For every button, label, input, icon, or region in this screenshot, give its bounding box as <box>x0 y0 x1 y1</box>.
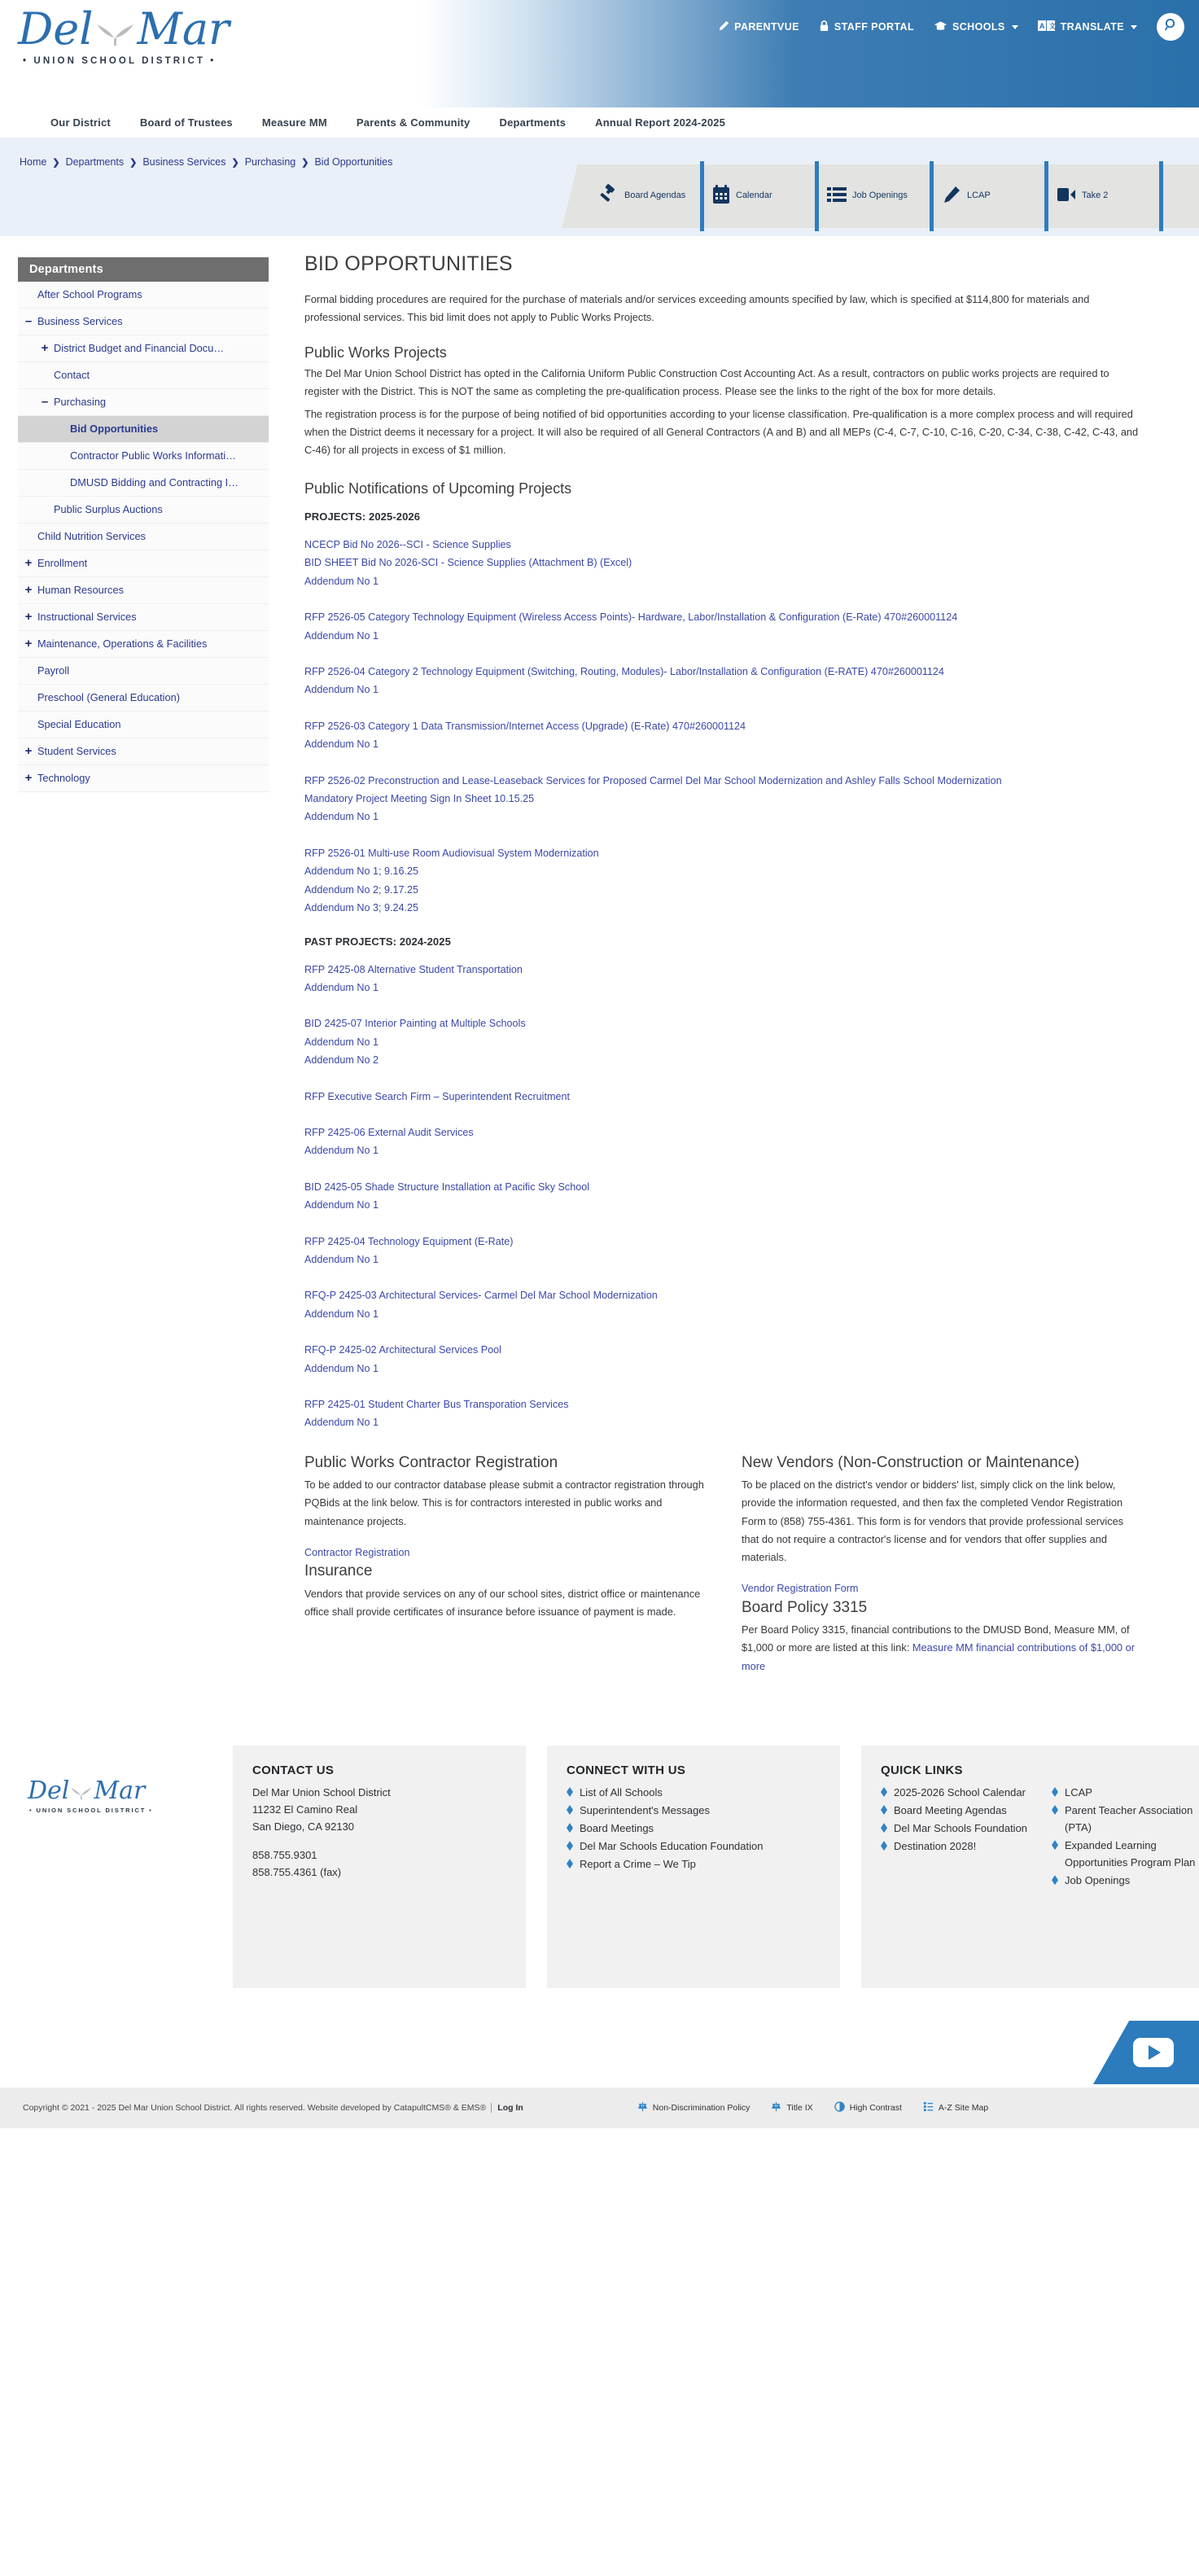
policy-link-label: A-Z Site Map <box>938 2102 989 2113</box>
board-policy-heading: Board Policy 3315 <box>742 1598 868 1616</box>
addendum-link[interactable]: Addendum No 1 <box>304 1417 379 1429</box>
sidebar-list <box>18 282 269 792</box>
project-group <box>304 1395 1143 1432</box>
project-link[interactable]: RFP 2425-08 Alternative Student Transportation <box>304 963 523 975</box>
footer-logo-text-del: Del <box>28 1776 70 1805</box>
diamond-bullet-icon <box>567 1859 573 1868</box>
breadcrumb-item-home[interactable]: Home <box>20 156 47 168</box>
policy-link-label: Title IX <box>786 2102 813 2113</box>
contact-fax: 858.755.4361 (fax) <box>252 1866 342 1879</box>
svg-text:文: 文 <box>1048 23 1056 31</box>
quick-bar-divider <box>815 161 819 231</box>
list-icon <box>827 186 847 207</box>
contact-line-city: San Diego, CA 92130 <box>252 1820 355 1833</box>
sidebar-item-label: District Budget and Financial Docu… <box>54 341 225 354</box>
quick-icon-bar <box>562 164 1199 228</box>
board-policy-text: Per Board Policy 3315, financial contributions to the DMUSD Bond, Measure MM, of $1,000 or more are listed at this link: <box>742 1623 1130 1654</box>
contractor-registration-body: To be added to our contractor database please submit a contractor registration through PQBids at the link below. This is for contractors interested in public works and maintenance projects. <box>304 1479 704 1527</box>
expand-icon[interactable]: + <box>24 744 33 759</box>
connect-with-us-title: CONNECT WITH US <box>567 1763 686 1777</box>
footer-contact-card <box>233 1746 526 1988</box>
sidebar-item-label: Maintenance, Operations & Facilities <box>37 637 208 650</box>
addendum-link[interactable]: Addendum No 1 <box>304 684 379 696</box>
sidebar-item-label: Bid Opportunities <box>70 422 159 435</box>
projects-list <box>304 536 1143 918</box>
sidebar-item-contractor-public-works-informati[interactable] <box>18 443 269 470</box>
chevron-down-icon <box>1012 25 1018 29</box>
quick-link-label: Job Openings <box>852 191 908 201</box>
diamond-bullet-icon <box>1052 1805 1058 1815</box>
a-z-site-map-link[interactable] <box>923 2101 988 2114</box>
nav-item-measure-mm[interactable]: Measure MM <box>261 116 327 129</box>
sidebar-item-after-school-programs[interactable] <box>18 282 269 309</box>
addendum-link[interactable]: Addendum No 2 <box>304 1054 379 1067</box>
expand-icon[interactable]: + <box>41 341 49 356</box>
sidebar-item-label: Student Services <box>37 744 116 757</box>
footer-logo-subtitle: • UNION SCHOOL DISTRICT • <box>29 1807 153 1815</box>
translate-icon <box>1038 20 1056 33</box>
header-link-label: TRANSLATE <box>1060 21 1124 33</box>
project-link[interactable]: RFP 2526-03 Category 1 Data Transmission/Internet Access (Upgrade) (E-Rate) 470#260001124 <box>304 720 746 732</box>
sidebar <box>0 252 269 792</box>
copyright-bar <box>0 2088 1199 2128</box>
logo-text-mar: Mar <box>137 3 230 55</box>
sidebar-item-enrollment[interactable] <box>18 550 269 577</box>
sidebar-item-label: Technology <box>37 771 90 784</box>
footer-logo-wordmark <box>24 1778 212 1804</box>
breadcrumb <box>20 156 392 168</box>
footer-connect-card <box>547 1746 840 1988</box>
footer-link-label: List of All Schools <box>580 1785 663 1798</box>
quick-link-item[interactable] <box>1052 1802 1199 1836</box>
connect-list-item[interactable] <box>567 1820 820 1837</box>
breadcrumb-separator: ❯ <box>52 157 60 168</box>
project-link[interactable]: RFP 2526-02 Preconstruction and Lease-Leaseback Services for Proposed Carmel Del Mar School Modernization and Ashley Falls School Modernization <box>304 774 1002 786</box>
project-group <box>304 1124 1143 1160</box>
quick-links-column-2 <box>1052 1784 1199 1889</box>
footer-logo-text-mar: Mar <box>94 1776 146 1805</box>
diamond-bullet-icon <box>567 1823 573 1833</box>
header-utility-nav <box>718 13 1184 41</box>
quick-link-item[interactable] <box>1052 1837 1199 1871</box>
title-ix-link[interactable] <box>771 2101 812 2114</box>
youtube-button[interactable] <box>1093 2021 1199 2084</box>
diamond-bullet-icon <box>881 1805 887 1815</box>
past-projects-list <box>304 961 1143 1432</box>
quick-link-label: LCAP <box>967 191 991 201</box>
nav-item-annual-report[interactable]: Annual Report 2024-2025 <box>595 116 726 129</box>
quick-link-label: Calendar <box>736 191 772 201</box>
diamond-bullet-icon <box>567 1805 573 1815</box>
footer-policy-links <box>637 2101 988 2114</box>
quick-bar-divider <box>1044 161 1048 231</box>
sidebar-item-label: Business Services <box>37 314 123 327</box>
sidebar-item-label: DMUSD Bidding and Contracting I… <box>70 475 238 488</box>
board-policy-body <box>742 1621 1143 1676</box>
high-contrast-link[interactable] <box>834 2101 902 2114</box>
addendum-link[interactable]: BID SHEET Bid No 2026-SCI - Science Supplies (Attachment B) (Excel) <box>304 557 632 569</box>
graduation-cap-icon <box>934 20 947 34</box>
pen-icon <box>718 20 729 34</box>
public-works-heading: Public Works Projects <box>304 344 447 361</box>
addendum-link[interactable]: Addendum No 1 <box>304 1199 379 1211</box>
measure-mm-contributions-link[interactable]: Measure MM financial contributions of $1,000 or more <box>742 1641 1135 1672</box>
footer-link-label: Board Meeting Agendas <box>894 1804 1007 1817</box>
site-header <box>0 0 1199 107</box>
project-group <box>304 1178 1143 1215</box>
addendum-link[interactable]: Addendum No 1 <box>304 1253 379 1265</box>
sidebar-item-label: Special Education <box>37 717 121 730</box>
sidebar-item-student-services[interactable] <box>18 738 269 765</box>
bottom-columns <box>304 1453 1143 1676</box>
breadcrumb-item-current: Bid Opportunities <box>314 156 393 168</box>
project-group <box>304 844 1143 918</box>
project-group <box>304 1088 1143 1106</box>
quick-link-calendar[interactable] <box>712 185 813 208</box>
breadcrumb-band <box>0 138 1199 236</box>
sidebar-item-label: Public Surplus Auctions <box>54 502 163 515</box>
insurance-body: Vendors that provide services on any of our school sites, district office or maintenance office shall provide certificates of insurance before issuance of payment is made. <box>304 1587 701 1618</box>
quick-link-job-openings[interactable] <box>827 186 928 207</box>
lock-icon <box>819 20 829 34</box>
logo-text-del: Del <box>18 3 94 55</box>
footer-link-label: Del Mar Schools Education Foundation <box>580 1840 764 1853</box>
project-link[interactable]: RFQ-P 2425-02 Architectural Services Pool <box>304 1344 501 1356</box>
nav-item-departments[interactable]: Departments <box>499 116 567 129</box>
calendar-icon <box>712 185 730 208</box>
addendum-link[interactable]: Addendum No 1 <box>304 811 379 823</box>
connect-list-item[interactable] <box>567 1802 820 1819</box>
sidebar-item-dmusd-bidding-and-contracting-i[interactable] <box>18 470 269 497</box>
video-icon <box>1057 186 1076 206</box>
diamond-bullet-icon <box>881 1823 887 1833</box>
footer-link-label: Job Openings <box>1065 1874 1131 1887</box>
breadcrumb-separator: ❯ <box>129 157 138 168</box>
project-link[interactable]: BID 2425-05 Shade Structure Installation at Pacific Sky School <box>304 1181 590 1193</box>
contact-phone: 858.755.9301 <box>252 1849 317 1862</box>
scales-icon <box>771 2101 781 2114</box>
breadcrumb-item-departments[interactable]: Departments <box>65 156 125 168</box>
addendum-link[interactable]: Addendum No 1 <box>304 1145 379 1157</box>
addendum-link[interactable]: Addendum No 1 <box>304 738 379 751</box>
quick-link-item[interactable] <box>1052 1784 1199 1801</box>
sitemap-icon <box>923 2101 934 2114</box>
expand-icon[interactable]: + <box>24 610 33 624</box>
expand-icon[interactable]: + <box>24 637 33 651</box>
diamond-bullet-icon <box>1052 1787 1058 1797</box>
addendum-link[interactable]: Addendum No 2; 9.17.25 <box>304 883 419 896</box>
new-vendors-column <box>742 1453 1143 1676</box>
site-logo[interactable] <box>15 3 291 66</box>
sidebar-item-district-budget-and-financial-docu[interactable] <box>18 335 269 362</box>
quick-link-label: Board Agendas <box>624 191 686 201</box>
sidebar-item-label: Preschool (General Education) <box>37 690 180 703</box>
page-title: BID OPPORTUNITIES <box>304 252 513 275</box>
diamond-bullet-icon <box>881 1787 887 1797</box>
footer-quick-links-card <box>861 1746 1199 1988</box>
header-link-label: SCHOOLS <box>952 21 1005 33</box>
project-group <box>304 663 1143 699</box>
quick-link-label: Take 2 <box>1082 191 1109 201</box>
header-link-schools[interactable] <box>934 20 1018 34</box>
sidebar-item-maintenance-operations-facilities[interactable] <box>18 631 269 658</box>
expand-icon[interactable]: + <box>24 583 33 598</box>
project-link[interactable]: RFP 2425-06 External Audit Services <box>304 1126 474 1138</box>
sidebar-item-bid-opportunities[interactable] <box>18 416 269 443</box>
diamond-bullet-icon <box>567 1841 573 1851</box>
quick-bar-divider <box>700 161 704 231</box>
sidebar-item-child-nutrition-services[interactable] <box>18 524 269 550</box>
project-link[interactable]: RFP 2425-04 Technology Equipment (E-Rate) <box>304 1235 514 1247</box>
footer-link-label: Destination 2028! <box>894 1840 977 1853</box>
insurance-heading: Insurance <box>304 1562 373 1580</box>
notifications-heading: Public Notifications of Upcoming Projects <box>304 480 572 497</box>
project-link[interactable]: RFP 2425-01 Student Charter Bus Transporation Services <box>304 1399 569 1410</box>
project-link[interactable]: RFP 2526-01 Multi-use Room Audiovisual System Modernization <box>304 847 599 859</box>
past-projects-year-label: PAST PROJECTS: 2024-2025 <box>304 935 451 948</box>
connect-list <box>567 1784 820 1873</box>
sidebar-item-purchasing[interactable] <box>18 389 269 416</box>
quick-link-item[interactable] <box>881 1802 1037 1819</box>
copyright-text <box>23 2103 523 2113</box>
sidebar-item-label: Payroll <box>37 664 70 677</box>
collapse-icon[interactable]: – <box>24 314 33 329</box>
connect-list-item[interactable] <box>567 1855 820 1873</box>
contact-line-street: 11232 El Camino Real <box>252 1803 358 1816</box>
youtube-icon <box>1133 2038 1174 2067</box>
expand-icon[interactable]: + <box>24 771 33 786</box>
copyright-line: Copyright © 2021 - 2025 Del Mar Union School District. All rights reserved. Website developed by CatapultCMS® & EMS® <box>23 2102 487 2113</box>
contrast-icon <box>834 2101 845 2114</box>
diamond-bullet-icon <box>881 1841 887 1851</box>
connect-list-item[interactable] <box>567 1838 820 1855</box>
footer-link-label: LCAP <box>1065 1785 1092 1798</box>
quick-link-item[interactable] <box>881 1784 1037 1801</box>
footer-link-label: Del Mar Schools Foundation <box>894 1822 1028 1835</box>
project-group <box>304 1341 1143 1378</box>
footer-link-label: Board Meetings <box>580 1822 654 1835</box>
sidebar-item-payroll[interactable] <box>18 658 269 685</box>
search-icon <box>1164 18 1178 36</box>
quick-links-title: QUICK LINKS <box>881 1763 963 1777</box>
expand-icon[interactable]: + <box>24 556 33 571</box>
sidebar-title: Departments <box>18 257 269 282</box>
sidebar-item-label: Instructional Services <box>37 610 137 623</box>
project-link[interactable]: NCECP Bid No 2026--SCI - Science Supplies <box>304 539 511 550</box>
diamond-bullet-icon <box>567 1787 573 1797</box>
addendum-link[interactable]: Addendum No 1 <box>304 575 379 587</box>
sidebar-item-public-surplus-auctions[interactable] <box>18 497 269 524</box>
project-link[interactable]: RFP 2526-04 Category 2 Technology Equipment (Switching, Routing, Modules)- Labor/Installation & Configuration (E-RATE) 470#260001124 <box>304 666 944 678</box>
addendum-link[interactable]: Addendum No 1 <box>304 1308 379 1320</box>
sidebar-item-label: Contact <box>54 368 90 381</box>
addendum-link[interactable]: Mandatory Project Meeting Sign In Sheet 10.15.25 <box>304 793 535 805</box>
project-link[interactable]: RFP 2526-05 Category Technology Equipment (Wireless Access Points)- Hardware, Labor/Installation & Configuration (E-Rate) 470#260001124 <box>304 611 958 624</box>
scales-icon <box>637 2101 648 2114</box>
public-works-paragraph-2: The registration process is for the purpose of being notified of bid opportunities according to your license classification. Pre-qualification is a more complex process and will required when the District deems it necessary for a project. It will also be required of all General Contractors (A and B) and all MEPs (C-4, C-7, C-10, C-16, C-20, C-34, C-38, C-42, C-43, and C-46) for all projects in excess of $1 million. <box>304 408 1139 456</box>
sidebar-item-label: Human Resources <box>37 583 124 596</box>
chevron-down-icon <box>1131 25 1137 29</box>
header-link-label: STAFF PORTAL <box>834 21 914 33</box>
project-group <box>304 1286 1143 1323</box>
breadcrumb-item-business-services[interactable]: Business Services <box>142 156 226 168</box>
primary-nav <box>0 107 1199 138</box>
new-vendors-heading: New Vendors (Non-Construction or Maintenance) <box>742 1453 1080 1471</box>
search-button[interactable] <box>1157 13 1184 41</box>
footer-link-label: Expanded Learning Opportunities Program Plan <box>1065 1839 1196 1869</box>
project-group <box>304 608 1143 645</box>
project-link[interactable]: RFQ-P 2425-03 Architectural Services- Carmel Del Mar School Modernization <box>304 1290 658 1302</box>
addendum-link[interactable]: Addendum No 1 <box>304 1362 379 1374</box>
header-link-staff-portal[interactable] <box>819 20 914 34</box>
breadcrumb-separator: ❯ <box>301 157 309 168</box>
youtube-strip <box>0 2009 1199 2088</box>
sidebar-item-label: After School Programs <box>37 288 142 300</box>
addendum-link[interactable]: Addendum No 1 <box>304 1036 379 1048</box>
project-group <box>304 536 1143 590</box>
non-discrimination-policy-link[interactable] <box>637 2101 750 2114</box>
project-group <box>304 961 1143 997</box>
project-link[interactable]: RFP Executive Search Firm – Superintendent Recruitment <box>304 1090 570 1102</box>
seagull-icon <box>94 10 138 56</box>
logo-subtitle: • UNION SCHOOL DISTRICT • <box>23 55 217 66</box>
breadcrumb-separator: ❯ <box>231 157 239 168</box>
addendum-link[interactable]: Addendum No 1 <box>304 629 379 642</box>
nav-item-parents-community[interactable]: Parents & Community <box>356 116 470 129</box>
nav-item-our-district[interactable]: Our District <box>50 116 111 129</box>
project-group <box>304 772 1143 826</box>
sidebar-item-special-education[interactable] <box>18 712 269 738</box>
seagull-icon <box>69 1781 94 1807</box>
project-group <box>304 1233 1143 1269</box>
logo-wordmark <box>15 3 291 55</box>
contractor-registration-link[interactable]: Contractor Registration <box>304 1546 410 1558</box>
vendor-registration-form-link[interactable]: Vendor Registration Form <box>742 1583 859 1595</box>
pencil-icon <box>942 185 961 208</box>
sidebar-item-label: Purchasing <box>54 395 107 408</box>
projects-year-label: PROJECTS: 2025-2026 <box>304 510 421 523</box>
sidebar-item-human-resources[interactable] <box>18 577 269 604</box>
site-footer <box>0 1724 1199 2128</box>
login-link[interactable]: Log In <box>491 2103 523 2113</box>
gavel-icon <box>597 184 619 208</box>
project-group <box>304 717 1143 754</box>
quick-link-item[interactable] <box>881 1820 1037 1837</box>
sidebar-item-business-services[interactable] <box>18 309 269 335</box>
addendum-link[interactable]: Addendum No 3; 9.24.25 <box>304 902 419 914</box>
addendum-link[interactable]: Addendum No 1; 9.16.25 <box>304 865 419 878</box>
sidebar-item-label: Contractor Public Works Informati… <box>70 449 236 462</box>
quick-bar-divider <box>1159 161 1163 231</box>
sidebar-item-label: Enrollment <box>37 556 88 569</box>
diamond-bullet-icon <box>1052 1875 1058 1885</box>
quick-link-take-2[interactable] <box>1057 186 1157 206</box>
header-link-parentvue[interactable] <box>718 20 799 34</box>
sidebar-item-preschool-general-education[interactable] <box>18 685 269 712</box>
quick-link-item[interactable] <box>881 1838 1037 1855</box>
footer-link-label: Superintendent's Messages <box>580 1804 711 1817</box>
nav-item-board-of-trustees[interactable]: Board of Trustees <box>139 116 233 129</box>
quick-link-lcap[interactable] <box>942 185 1043 208</box>
collapse-icon[interactable]: – <box>41 395 49 410</box>
public-works-paragraph-1: The Del Mar Union School District has opted in the California Uniform Public Construction Cost Accounting Act. As a result, contractors on public works projects are required to register with the District. This is NOT the same as completing the pre-qualification process. Please see the links to the right of the box for more details. <box>304 367 1109 397</box>
sidebar-item-technology[interactable] <box>18 765 269 792</box>
policy-link-label: Non-Discrimination Policy <box>652 2102 750 2113</box>
diamond-bullet-icon <box>1052 1840 1058 1850</box>
main-content <box>269 252 1164 1676</box>
project-link[interactable]: BID 2425-07 Interior Painting at Multiple Schools <box>304 1018 526 1030</box>
breadcrumb-item-purchasing[interactable]: Purchasing <box>244 156 296 168</box>
contractor-registration-column <box>304 1453 706 1676</box>
svg-text:A: A <box>1039 22 1045 31</box>
addendum-link[interactable]: Addendum No 1 <box>304 981 379 993</box>
footer-link-label: Report a Crime – We Tip <box>580 1858 696 1871</box>
footer-link-label: Parent Teacher Association (PTA) <box>1065 1804 1193 1834</box>
header-link-translate[interactable] <box>1038 20 1137 33</box>
quick-link-item[interactable] <box>1052 1872 1199 1889</box>
sidebar-item-label: Child Nutrition Services <box>37 529 146 542</box>
page-body <box>0 236 1199 1676</box>
contact-line-district: Del Mar Union School District <box>252 1785 391 1798</box>
connect-list-item[interactable] <box>567 1784 820 1801</box>
intro-paragraph: Formal bidding procedures are required for the purchase of materials and/or services exceeding amounts specified by law, which is specified at $114,800 for materials and professional services. This bid limit does not apply to Public Works Projects. <box>304 293 1090 323</box>
sidebar-item-contact[interactable] <box>18 362 269 389</box>
contractor-registration-heading: Public Works Contractor Registration <box>304 1453 558 1471</box>
sidebar-item-instructional-services[interactable] <box>18 604 269 631</box>
policy-link-label: High Contrast <box>849 2102 902 2113</box>
contact-us-title: CONTACT US <box>252 1763 335 1777</box>
header-link-label: PARENTVUE <box>734 21 799 33</box>
footer-logo[interactable] <box>24 1746 212 1815</box>
quick-links-column-1 <box>881 1784 1037 1855</box>
footer-link-label: 2025-2026 School Calendar <box>894 1785 1026 1798</box>
quick-link-board-agendas[interactable] <box>597 184 698 208</box>
quick-bar-divider <box>930 161 934 231</box>
new-vendors-body: To be placed on the district's vendor or bidders' list, simply click on the link below, provide the information requested, and then fax the completed Vendor Registration Form to (858) 755-4361. This form is for vendors that provide professional services that do not require a contractor's license and for vendors that offer supplies and materials. <box>742 1479 1124 1564</box>
project-group <box>304 1014 1143 1069</box>
